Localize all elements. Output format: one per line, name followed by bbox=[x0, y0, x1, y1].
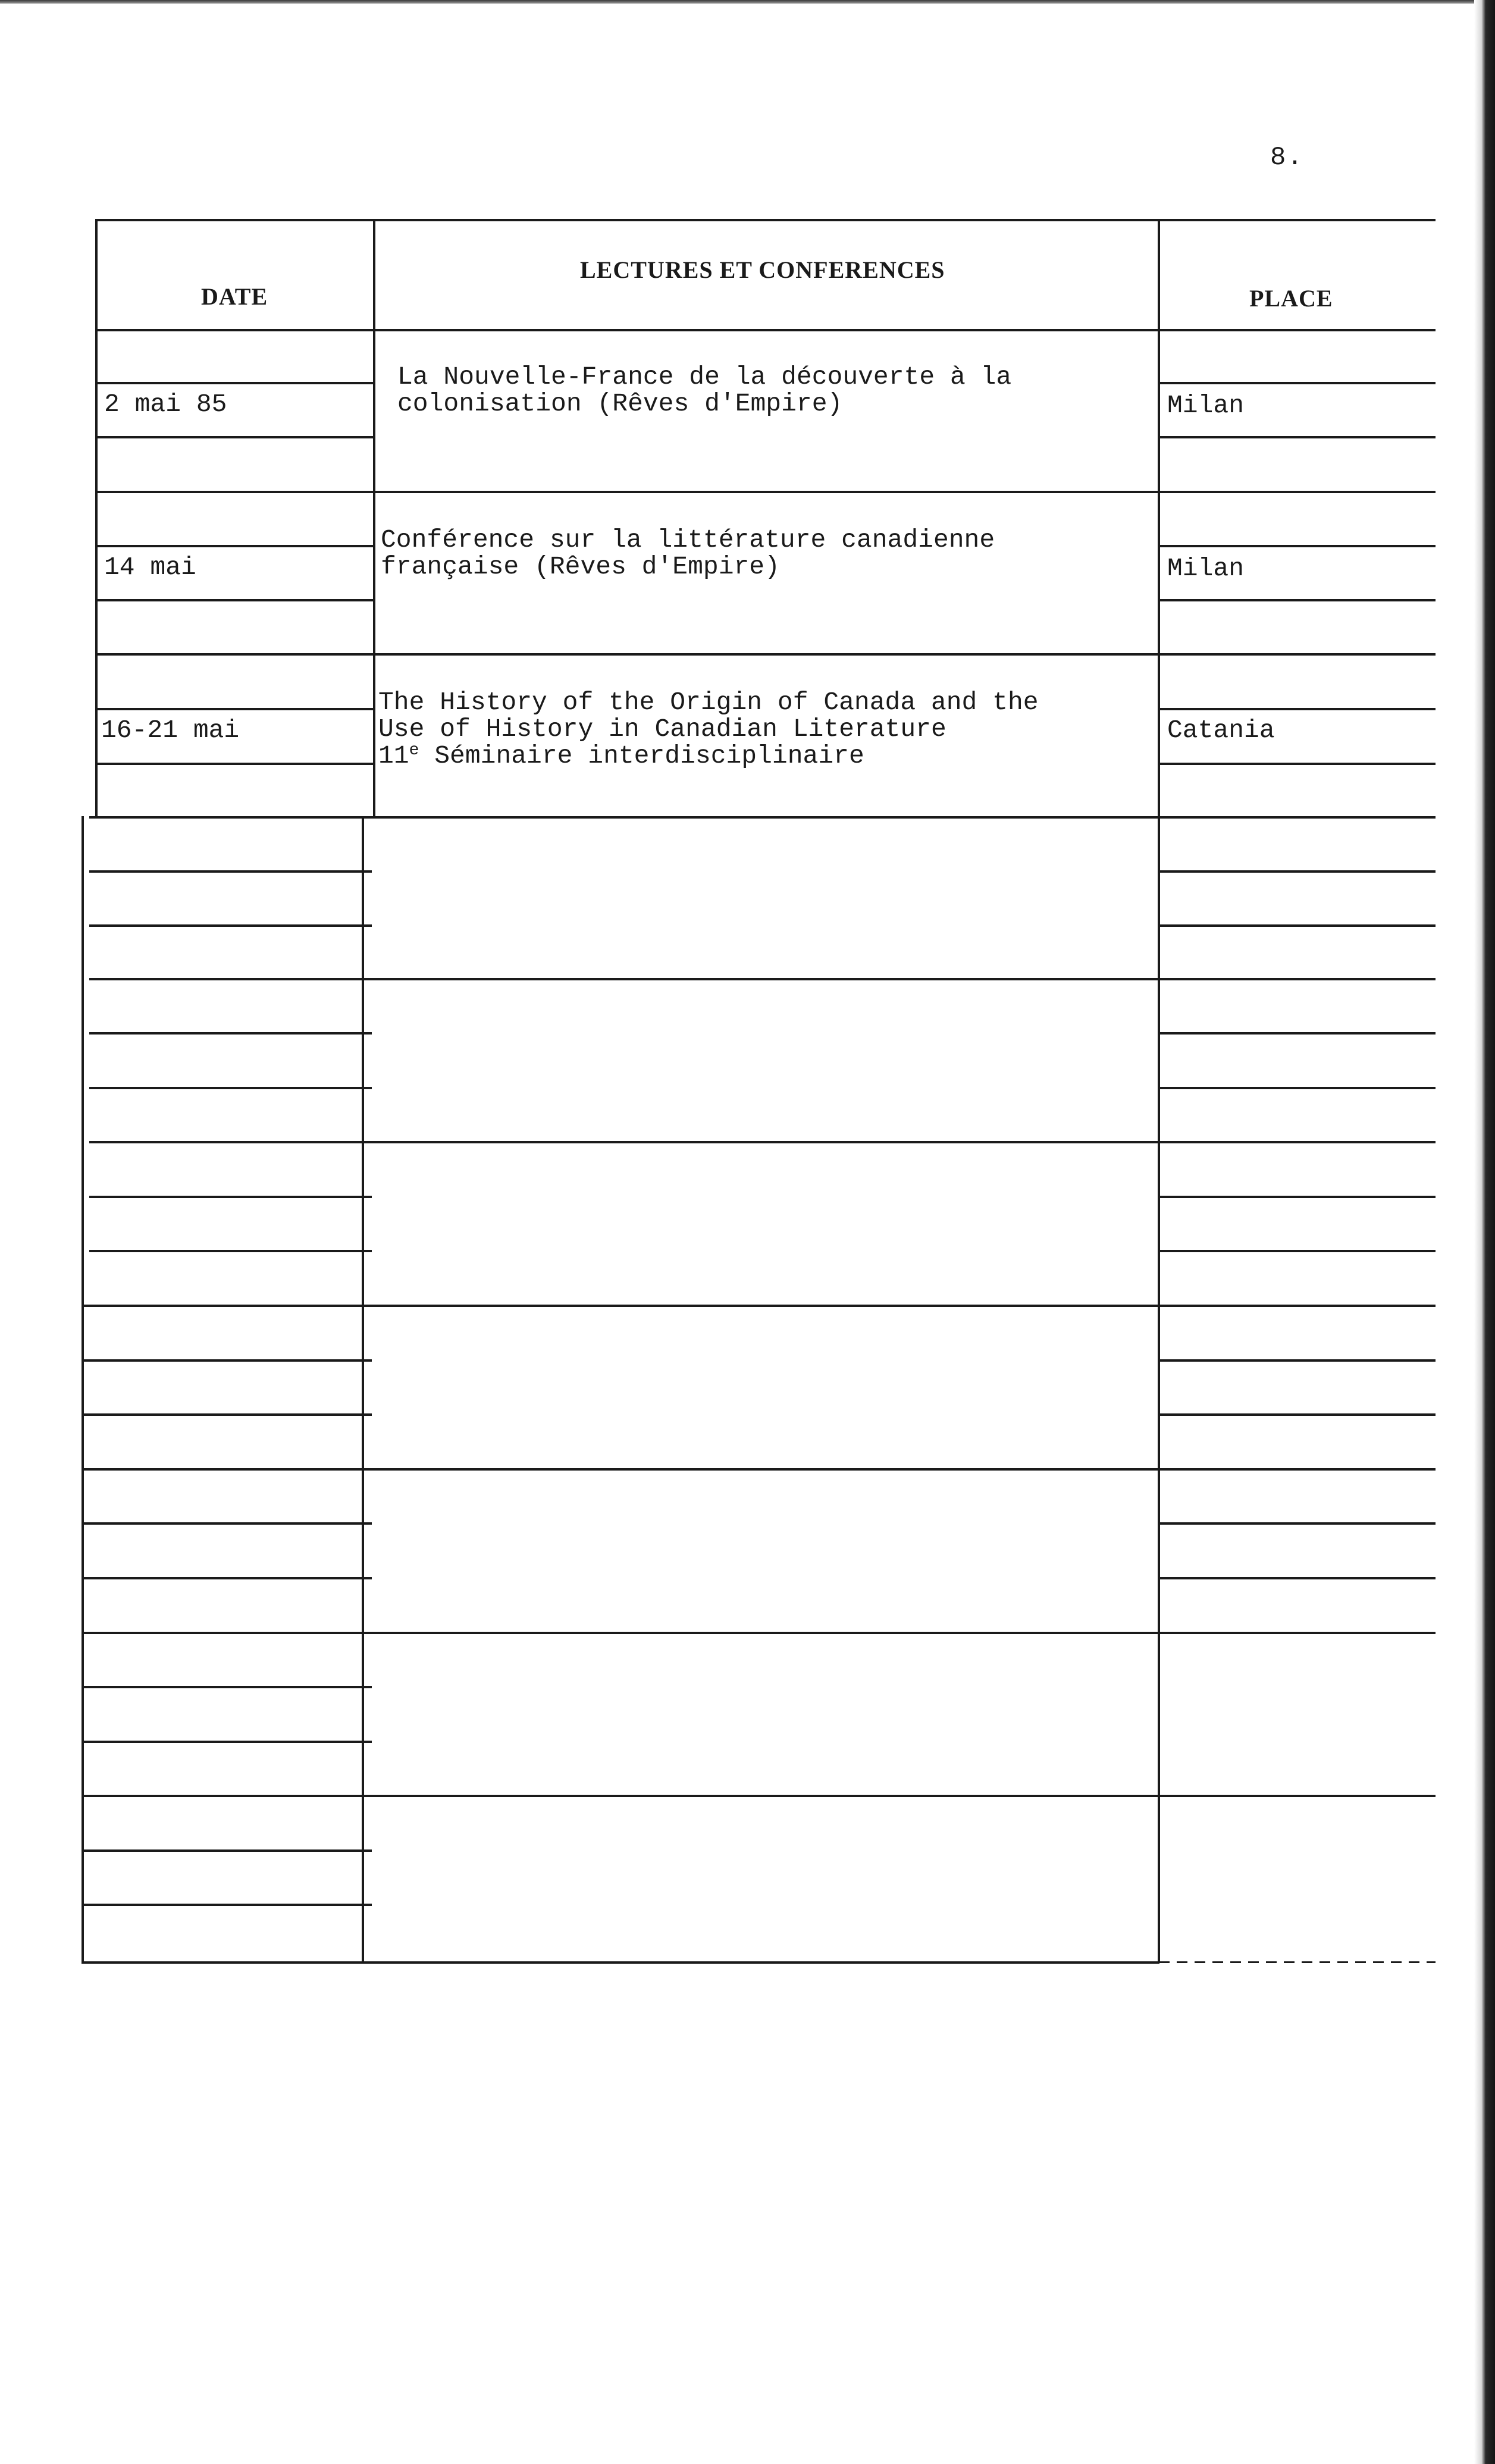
place-rule bbox=[1159, 1468, 1436, 1471]
date-rule bbox=[97, 382, 374, 384]
row-title-line: française (Rêves d'Empire) bbox=[381, 552, 780, 581]
date-rule bbox=[97, 763, 374, 765]
row-title-line: Use of History in Canadian Literature bbox=[378, 714, 946, 744]
row-date: 16-21 mai bbox=[101, 716, 240, 745]
lectures-rule bbox=[363, 1468, 1159, 1471]
table-left-border bbox=[95, 219, 98, 816]
table-left-border-lower bbox=[82, 816, 84, 1963]
place-rule bbox=[1159, 599, 1436, 601]
date-rule bbox=[89, 870, 372, 873]
place-rule bbox=[1159, 870, 1436, 873]
lectures-rule bbox=[363, 1305, 1159, 1307]
header-lectures: LECTURES ET CONFERENCES bbox=[580, 256, 945, 283]
row-title-line: Conférence sur la littérature canadienne bbox=[381, 525, 995, 554]
date-rule bbox=[83, 1359, 372, 1362]
date-column-rule-lower bbox=[362, 816, 364, 1963]
place-rule bbox=[1159, 1087, 1436, 1089]
table-top-rule bbox=[97, 219, 1436, 221]
date-rule bbox=[89, 1087, 372, 1089]
row-title-line: 11e Séminaire interdisciplinaire bbox=[378, 741, 864, 770]
place-rule bbox=[1159, 1413, 1436, 1416]
lectures-rule bbox=[374, 491, 1159, 493]
header-bottom-rule bbox=[97, 329, 1436, 331]
date-rule bbox=[83, 1904, 372, 1906]
lectures-rule bbox=[374, 653, 1159, 656]
date-rule bbox=[83, 1413, 372, 1416]
place-rule bbox=[1159, 1522, 1436, 1525]
place-rule bbox=[1159, 1632, 1436, 1634]
date-rule bbox=[83, 1577, 372, 1579]
date-rule bbox=[89, 1032, 372, 1034]
place-rule bbox=[1159, 1795, 1436, 1797]
date-rule bbox=[97, 599, 374, 601]
date-rule bbox=[97, 653, 374, 656]
place-rule bbox=[1159, 1196, 1436, 1198]
place-rule bbox=[1159, 1032, 1436, 1034]
row-title-line: colonisation (Rêves d'Empire) bbox=[397, 389, 843, 418]
row-title-line: The History of the Origin of Canada and the bbox=[378, 688, 1039, 717]
date-rule bbox=[89, 924, 372, 927]
place-rule bbox=[1159, 1305, 1436, 1307]
place-rule bbox=[1159, 1250, 1436, 1252]
date-rule bbox=[83, 1632, 372, 1634]
date-rule bbox=[83, 1305, 372, 1307]
date-rule bbox=[97, 436, 374, 438]
date-column-rule bbox=[373, 219, 375, 816]
place-rule bbox=[1159, 382, 1436, 384]
row-date: 2 mai 85 bbox=[104, 390, 227, 419]
header-date: DATE bbox=[201, 283, 268, 310]
date-rule bbox=[89, 978, 372, 980]
place-rule bbox=[1159, 924, 1436, 927]
date-rule bbox=[83, 1522, 372, 1525]
row-date: 14 mai bbox=[104, 553, 196, 582]
date-rule bbox=[97, 491, 374, 493]
date-rule bbox=[89, 1196, 372, 1198]
date-rule bbox=[89, 1141, 372, 1143]
place-rule bbox=[1159, 545, 1436, 547]
row-place: Milan bbox=[1167, 391, 1245, 420]
place-rule bbox=[1159, 653, 1436, 656]
row-place: Catania bbox=[1167, 716, 1275, 745]
header-place: PLACE bbox=[1249, 285, 1333, 312]
place-rule bbox=[1159, 1141, 1436, 1143]
place-rule bbox=[1159, 763, 1436, 765]
place-rule bbox=[1159, 978, 1436, 980]
page-number: 8. bbox=[1270, 143, 1304, 173]
place-rule bbox=[1159, 1961, 1436, 1963]
date-rule bbox=[83, 1795, 372, 1797]
row-place: Milan bbox=[1167, 554, 1245, 583]
lectures-rule bbox=[363, 1141, 1159, 1143]
place-rule bbox=[1159, 816, 1436, 819]
date-rule bbox=[83, 1849, 372, 1852]
lectures-rule bbox=[363, 1795, 1159, 1797]
lectures-rule bbox=[363, 1632, 1159, 1634]
date-rule bbox=[83, 1468, 372, 1471]
place-column-rule bbox=[1158, 219, 1160, 1963]
date-rule bbox=[83, 1741, 372, 1743]
place-rule bbox=[1159, 436, 1436, 438]
place-rule bbox=[1159, 708, 1436, 710]
place-rule bbox=[1159, 491, 1436, 493]
date-rule bbox=[83, 1686, 372, 1688]
table-bottom-rule bbox=[82, 1961, 1159, 1964]
place-rule bbox=[1159, 1359, 1436, 1362]
row-title-line: La Nouvelle-France de la découverte à la bbox=[397, 362, 1012, 391]
date-rule bbox=[97, 545, 374, 547]
date-rule bbox=[97, 708, 374, 710]
lectures-rule bbox=[372, 816, 1159, 819]
lectures-rule bbox=[372, 978, 1159, 980]
place-rule bbox=[1159, 1577, 1436, 1579]
date-rule bbox=[89, 1250, 372, 1252]
date-rule bbox=[89, 816, 372, 819]
